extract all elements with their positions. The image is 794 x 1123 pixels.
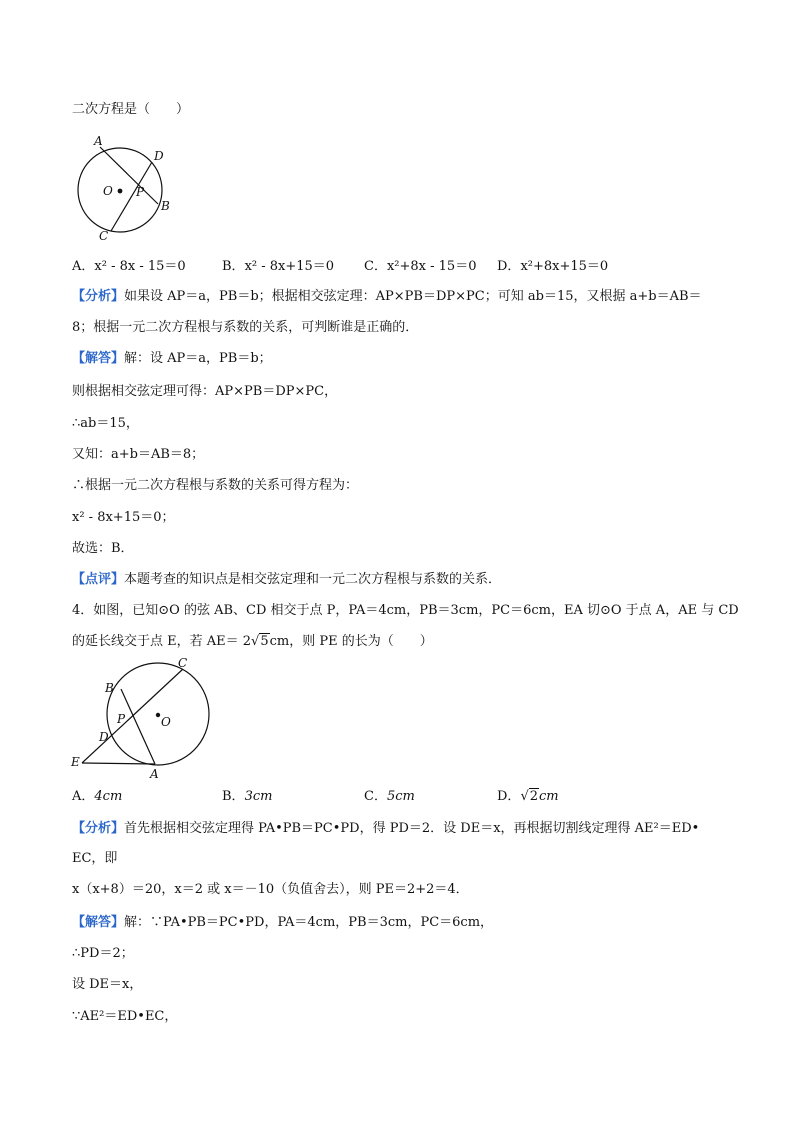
q4-option-d[interactable]: D．√2cm [497, 789, 559, 804]
label-c: C [99, 229, 109, 243]
q3-option-a[interactable]: A．x² - 8x - 15＝0 [72, 259, 186, 274]
sqrt-two: √2 [520, 789, 539, 804]
q3-solution-line-5: ∴根据一元二次方程根与系数的关系可得方程为： [72, 478, 359, 493]
label-c-2: C [178, 656, 188, 670]
q4-stem-line-2: 的延长线交于点 E，若 AE＝ 2√5cm，则 PE 的长为（ ） [72, 634, 433, 649]
comment-tag: 【点评】 [72, 572, 125, 587]
q3-analysis-line-1: 【分析】如果设 AP＝a，PB＝b；根据相交弦定理：AP×PB＝DP×PC；可知 ab＝15，又根据 a+b＝AB＝ [72, 289, 702, 304]
q3-solution-line-1: 【解答】解：设 AP＝a，PB＝b； [72, 351, 272, 366]
q4-option-b[interactable]: B．3cm [222, 789, 273, 804]
q4-solution-line-2: ∴PD＝2； [72, 946, 134, 961]
q4-analysis-line-3: x（x+8）＝20，x＝2 或 x＝－10（负值舍去），则 PE＝2+2＝4． [72, 882, 469, 897]
q4-solution-line-4: ∵AE²＝ED•EC， [72, 1009, 178, 1024]
q3-solution-line-6: x² - 8x+15＝0； [72, 510, 175, 525]
q4-analysis-line-2: EC，即 [72, 851, 118, 866]
q3-solution-line-2: 则根据相交弦定理可得：AP×PB＝DP×PC， [72, 384, 338, 399]
q3-comment-line: 【点评】本题考查的知识点是相交弦定理和一元二次方程根与系数的关系． [72, 572, 502, 587]
q3-solution-line-4: 又知：a+b＝AB＝8； [72, 447, 205, 462]
solution-tag: 【解答】 [72, 351, 125, 366]
label-o: O [103, 184, 113, 198]
label-d: D [154, 149, 164, 163]
q4-solution-line-3: 设 DE＝x， [72, 977, 143, 992]
label-o-2: O [161, 715, 171, 729]
label-a-2: A [150, 767, 159, 781]
label-a: A [94, 134, 103, 148]
label-d-2: D [99, 730, 109, 744]
q4-stem-line-1: 4．如图，已知⊙O 的弦 AB、CD 相交于点 P，PA＝4cm，PB＝3cm，PC＝6cm，EA 切⊙O 于点 A，AE 与 CD [72, 603, 739, 618]
q4-solution-line-1: 【解答】解：∵PA•PB＝PC•PD，PA＝4cm，PB＝3cm，PC＝6cm， [72, 915, 494, 930]
q3-analysis-line-2: 8；根据一元二次方程根与系数的关系，可判断谁是正确的． [72, 320, 419, 335]
label-e-2: E [71, 755, 80, 769]
q3-option-b[interactable]: B．x² - 8x+15＝0 [222, 259, 335, 274]
q3-solution-line-3: ∴ab＝15， [72, 416, 139, 431]
q4-option-a[interactable]: A．4cm [72, 789, 123, 804]
center-dot-2 [156, 713, 160, 717]
q3-stem-tail: 二次方程是（ ） [72, 102, 190, 117]
label-p-2: P [117, 712, 126, 726]
q4-circle-figure [66, 652, 216, 784]
q4-option-c[interactable]: C．5cm [364, 789, 415, 804]
q3-solution-line-7: 故选：B． [72, 541, 134, 556]
label-b: B [161, 199, 170, 213]
q4-analysis-line-1: 【分析】首先根据相交弦定理得 PA•PB＝PC•PD，得 PD＝2．设 DE＝x，再根据切割线定理得 AE²＝ED• [72, 821, 700, 836]
center-dot [118, 189, 123, 194]
chord-cd [111, 162, 152, 231]
q3-option-d[interactable]: D．x²+8x+15＝0 [497, 259, 609, 274]
sqrt-five: √5 [251, 634, 269, 649]
analysis-tag: 【分析】 [72, 289, 125, 304]
q3-circle-figure [70, 130, 190, 245]
solution-tag-2: 【解答】 [72, 915, 125, 930]
label-b-2: B [105, 681, 114, 695]
analysis-tag-2: 【分析】 [72, 821, 125, 836]
label-p: P [136, 185, 145, 199]
q3-option-c[interactable]: C．x²+8x - 15＝0 [364, 259, 477, 274]
